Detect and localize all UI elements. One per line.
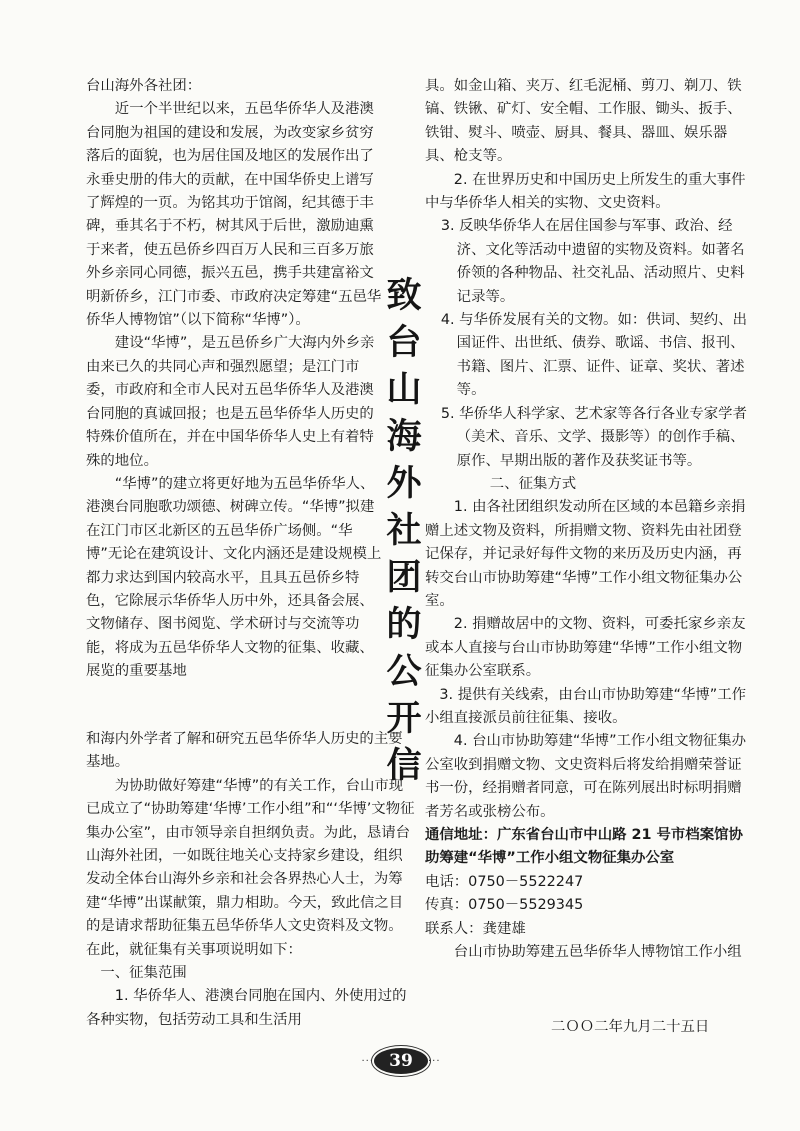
phone-number: 电话：0750－5522247 <box>425 873 584 890</box>
paragraph-intro: 近一个半世纪以来，五邑华侨华人及港澳台同胞为祖国的建设和发展，为改变家乡贫穷落后的面貌，也为居住国及地区的发展作出了永垂史册的伟大的贡献，在中国华侨史上谱写了辉煌的一页。为铭其功于馆阁，纪其德于丰碑，垂其名于不朽，树其风于后世，激励迪熏于来者，使五邑侨乡四百万人民和三百多万旅外乡亲同心同德，振兴五邑，携手共建富裕文明新侨乡，江门市委、市政府决定筹建“五邑华侨华人博物馆”（以下简称“华博”）。 <box>86 101 382 329</box>
title-char: 信 <box>386 745 422 786</box>
title-char: 山 <box>386 369 422 410</box>
title-char: 台 <box>386 322 422 363</box>
contact-person: 联系人：龚建雄 <box>425 920 526 937</box>
left-column-top <box>86 75 384 684</box>
vertical-title <box>382 272 426 789</box>
method-item-1: 1. 由各社团组织发动所在区域的本邑籍乡亲捐赠上述文物及资料，所捐赠文物、资料先由社团登记保存，并记录好每件文物的来历及历史内涵，再转交台山市协助筹建“华博”工作小组文物征集办公室。 <box>425 499 746 609</box>
title-char: 海 <box>386 416 422 457</box>
title-char: 外 <box>386 463 422 504</box>
title-char: 开 <box>386 698 422 739</box>
section-heading-scope: 一、征集范围 <box>100 965 187 982</box>
paragraph-huabo-plan: “华博”的建立将更好地为五邑华侨华人、港澳台同胞歌功颂德、树碑立传。“华博”拟建在江门市区北新区的五邑华侨广场侧。“华博”无论在建筑设计、文化内涵还是建设规模上都力求达到国内较高水平，且具五邑侨乡特色，它除展示华侨华人历中外，还具备会展、文物储存、图书阅览、学术研讨与交流等功能，将成为五邑华侨华人文物的征集、收藏、展览的重要基地 <box>86 475 382 680</box>
scope-item-2: 2. 在世界历史和中国历史上所发生的重大事件中与华侨华人相关的实物、文史资料。 <box>425 171 746 212</box>
left-column-bottom <box>86 728 416 1032</box>
page-number-badge <box>352 1045 450 1077</box>
paragraph-construction: 建设“华博”，是五邑侨乡广大海内外乡亲由来已久的共同心声和强烈愿望；是江门市委，市政府和全市人民对五邑华侨华人及港澳台同胞的真诚回报；也是五邑华侨华人历史的特殊价值所在，并在中国华侨华人史上有着特殊的地位。 <box>86 335 375 469</box>
title-char: 致 <box>386 275 422 316</box>
scope-item-1: 1. 华侨华人、港澳台同胞在国内、外使用过的各种实物，包括劳动工具和生活用 <box>86 988 407 1028</box>
fax-number: 传真：0750－5529345 <box>425 897 584 914</box>
right-column <box>425 75 753 964</box>
method-item-2: 2. 捐赠故居中的文物、资料，可委托家乡亲友或本人直接与台山市协助筹建“华博”工作小组文物征集办公室联系。 <box>425 616 746 680</box>
title-char: 公 <box>386 651 422 692</box>
title-char: 的 <box>386 604 422 645</box>
section-heading-method: 二、征集方式 <box>489 475 577 492</box>
method-item-3: 3. 提供有关线索，由台山市协助筹建“华博”工作小组直接派员前往征集、接收。 <box>425 686 747 726</box>
salutation: 台山海外各社团： <box>86 78 202 94</box>
signature: 台山市协助筹建五邑华侨华人博物馆工作小组 <box>453 944 742 961</box>
scope-item-5: 5. 华侨华人科学家、艺术家等各行各业专家学者（美术、音乐、文学、摄影等）的创作手稿、原作、早期出版的著作及获奖证书等。 <box>440 405 747 469</box>
scope-item-1-continued: 具。如金山箱、夹万、红毛泥桶、剪刀、剃刀、铁镐、铁锹、矿灯、安全帽、工作服、锄头、扳手、铁钳、熨斗、喷壶、厨具、餐具、器皿、娱乐器具、枪支等。 <box>425 78 742 165</box>
paragraph-continued: 和海内外学者了解和研究五邑华侨华人历史的主要基地。 <box>86 731 403 771</box>
title-char: 团 <box>386 557 422 598</box>
paragraph-request: 为协助做好筹建“华博”的有关工作，台山市现已成立了“协助筹建‘华博’工作小组”和“‘华博’文物征集办公室”，由市领导亲自担纲负责。为此，恳请台山海外社团，一如既往地关心支持家乡建设，组织发动全体台山海外乡亲和社会各界热心人士，为筹建“华博”出谋献策，鼎力相助。今天，致此信之目的是请求帮助征集五邑华侨华人文史资料及文物。在此，就征集有关事项说明如下： <box>86 777 415 958</box>
scope-item-3: 3. 反映华侨华人在居住国参与军事、政治、经济、文化等活动中遗留的实物及资料。如著名侨领的各种物品、社交礼品、活动照片、史料记录等。 <box>440 218 745 305</box>
dots-icon: ··· <box>428 1055 441 1067</box>
letter-date: 二ＯＯ二年九月二十五日 <box>551 1019 710 1035</box>
page-number: 39 <box>374 1048 428 1074</box>
scope-item-4: 4. 与华侨发展有关的文物。如：供词、契约、出国证件、出世纸、债券、歌谣、书信、报刊、书籍、图片、汇票、证件、证章、奖状、著述等。 <box>440 312 747 399</box>
method-item-4: 4. 台山市协助筹建“华博”工作小组文物征集办公室收到捐赠文物、文史资料后将发给捐赠荣誉证书一份，经捐赠者同意，可在陈列展出时标明捐赠者芳名或张榜公布。 <box>425 733 747 820</box>
dots-icon: ··· <box>361 1055 374 1067</box>
title-char: 社 <box>386 510 422 551</box>
mailing-address: 通信地址：广东省台山市中山路 21 号市档案馆协助筹建“华博”工作小组文物征集办公室 <box>425 827 743 867</box>
